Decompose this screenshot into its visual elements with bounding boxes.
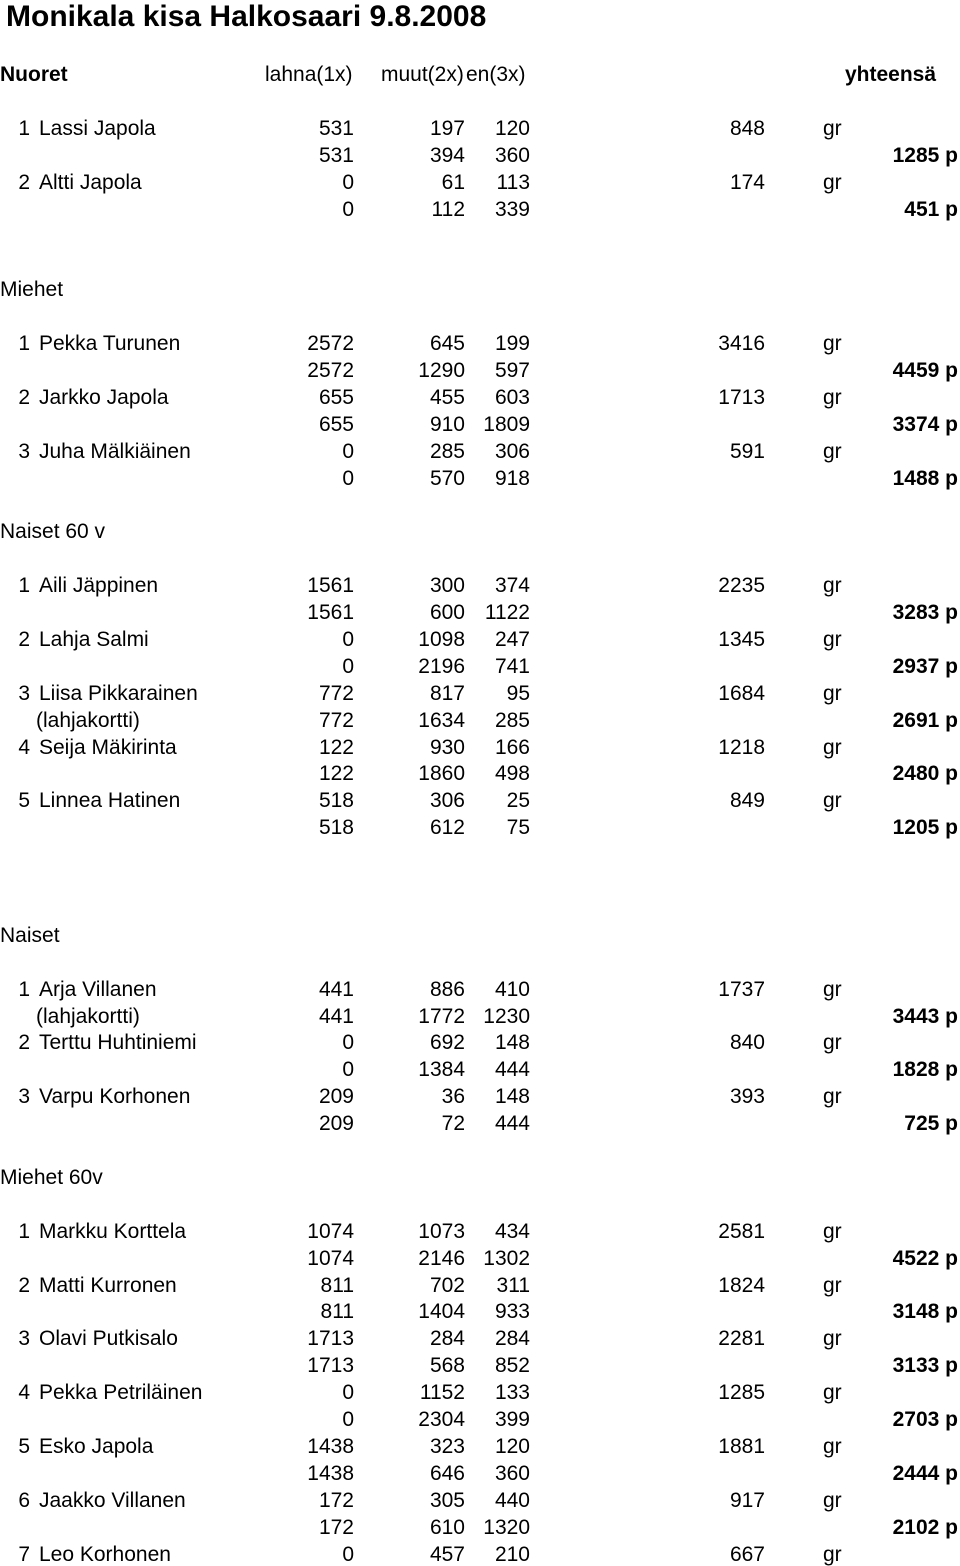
points-total: 2444 p xyxy=(892,1461,958,1485)
header-col-lahna: lahna(1x) xyxy=(265,63,353,86)
points-total: 3374 p xyxy=(892,412,958,436)
weight-en: 440 xyxy=(494,1488,530,1512)
points-total: 1205 p xyxy=(892,816,958,840)
weight-muut: 692 xyxy=(429,1031,465,1055)
weight-lahna: 1438 xyxy=(307,1434,354,1458)
points-lahna: 1438 xyxy=(307,1461,354,1485)
rank-number: 1 xyxy=(18,977,30,1001)
weight-en: 148 xyxy=(494,1031,530,1055)
weight-lahna: 0 xyxy=(342,1542,354,1566)
points-lahna: 1713 xyxy=(307,1354,354,1378)
rank-number: 5 xyxy=(18,1434,30,1458)
weight-unit: gr xyxy=(823,735,842,759)
weight-lahna: 1561 xyxy=(307,574,354,598)
weight-total: 1713 xyxy=(718,385,765,409)
weight-en: 306 xyxy=(494,439,530,463)
points-en: 597 xyxy=(494,358,530,382)
header-section-label: Nuoret xyxy=(0,63,68,86)
weight-unit: gr xyxy=(823,1434,842,1458)
points-total: 2937 p xyxy=(892,654,958,678)
header-col-total: yhteensä xyxy=(845,63,937,86)
rank-number: 1 xyxy=(18,1219,30,1243)
weight-unit: gr xyxy=(823,116,842,140)
prize-note: (lahjakortti) xyxy=(36,708,140,732)
weight-unit: gr xyxy=(823,1273,842,1297)
points-muut: 1860 xyxy=(418,762,465,786)
rank-number: 1 xyxy=(18,116,30,140)
weight-unit: gr xyxy=(823,789,842,813)
rank-number: 5 xyxy=(18,789,30,813)
weight-lahna: 209 xyxy=(318,1085,354,1109)
weight-muut: 886 xyxy=(429,977,465,1001)
weight-en: 25 xyxy=(506,789,530,813)
weight-muut: 702 xyxy=(429,1273,465,1297)
points-total: 2703 p xyxy=(892,1408,958,1431)
weight-lahna: 1713 xyxy=(307,1327,354,1351)
points-muut: 112 xyxy=(431,197,465,221)
points-muut: 1404 xyxy=(418,1300,465,1324)
weight-total: 1684 xyxy=(718,681,765,705)
weight-muut: 1152 xyxy=(419,1381,465,1405)
participant-name: Esko Japola xyxy=(39,1434,154,1458)
points-muut: 568 xyxy=(429,1354,465,1378)
weight-unit: gr xyxy=(823,1381,842,1405)
participant-name: Varpu Korhonen xyxy=(39,1085,191,1109)
participant-name: Jarkko Japola xyxy=(39,385,169,409)
points-muut: 2196 xyxy=(418,654,465,678)
points-lahna: 0 xyxy=(342,1408,354,1431)
section-label: Miehet xyxy=(0,278,64,302)
points-lahna: 1074 xyxy=(307,1246,354,1270)
points-total: 2480 p xyxy=(892,762,958,786)
weight-total: 1218 xyxy=(718,735,765,759)
weight-muut: 285 xyxy=(429,439,465,463)
weight-total: 1737 xyxy=(718,977,765,1001)
points-muut: 600 xyxy=(429,601,465,624)
section-label: Miehet 60v xyxy=(0,1165,103,1189)
weight-en: 374 xyxy=(494,574,530,598)
weight-total: 2281 xyxy=(718,1327,765,1351)
points-lahna: 172 xyxy=(318,1515,354,1539)
section-label: Naiset xyxy=(0,923,60,947)
weight-unit: gr xyxy=(823,977,842,1001)
weight-total: 3416 xyxy=(718,332,765,355)
weight-muut: 61 xyxy=(441,170,465,194)
rank-number: 2 xyxy=(18,627,30,651)
points-muut: 646 xyxy=(429,1461,465,1485)
weight-total: 917 xyxy=(729,1488,765,1512)
participant-name: Jaakko Villanen xyxy=(39,1488,186,1512)
participant-name: Olavi Putkisalo xyxy=(39,1327,178,1351)
weight-lahna: 0 xyxy=(342,627,354,651)
weight-lahna: 441 xyxy=(318,977,354,1001)
weight-en: 120 xyxy=(494,116,530,140)
points-en: 1809 xyxy=(483,412,530,436)
points-muut: 612 xyxy=(429,816,465,840)
weight-unit: gr xyxy=(823,439,842,463)
points-total: 3443 p xyxy=(892,1004,958,1028)
points-en: 360 xyxy=(494,1461,530,1485)
points-total: 3133 p xyxy=(892,1354,958,1378)
weight-muut: 36 xyxy=(441,1085,465,1109)
points-en: 933 xyxy=(494,1300,530,1324)
points-total: 2102 p xyxy=(892,1515,958,1539)
points-en: 741 xyxy=(494,654,530,678)
weight-unit: gr xyxy=(823,170,842,194)
weight-unit: gr xyxy=(823,1031,842,1055)
points-lahna: 0 xyxy=(342,197,354,221)
points-lahna: 1561 xyxy=(307,601,354,624)
weight-en: 603 xyxy=(494,385,530,409)
points-en: 852 xyxy=(494,1354,530,1378)
points-muut: 2146 xyxy=(418,1246,465,1270)
weight-unit: gr xyxy=(823,1488,842,1512)
points-lahna: 518 xyxy=(318,816,354,840)
weight-en: 148 xyxy=(494,1085,530,1109)
section-label: Naiset 60 v xyxy=(0,520,106,544)
weight-lahna: 0 xyxy=(342,1031,354,1055)
rank-number: 1 xyxy=(18,574,30,598)
weight-unit: gr xyxy=(823,627,842,651)
points-en: 399 xyxy=(494,1408,530,1431)
weight-muut: 1073 xyxy=(418,1219,465,1243)
points-total: 4459 p xyxy=(892,358,958,382)
rank-number: 6 xyxy=(18,1488,30,1512)
participant-name: Markku Korttela xyxy=(39,1219,187,1243)
weight-lahna: 122 xyxy=(318,735,354,759)
points-lahna: 531 xyxy=(318,143,354,167)
weight-unit: gr xyxy=(823,574,842,598)
rank-number: 2 xyxy=(18,1273,30,1297)
weight-en: 210 xyxy=(494,1542,530,1566)
header-col-en: en(3x) xyxy=(466,63,526,86)
weight-en: 120 xyxy=(494,1434,530,1458)
rank-number: 2 xyxy=(18,170,30,194)
participant-name: Altti Japola xyxy=(39,170,142,194)
weight-muut: 305 xyxy=(429,1488,465,1512)
points-total: 1828 p xyxy=(892,1058,958,1082)
points-total: 3283 p xyxy=(892,601,958,624)
points-en: 1122 xyxy=(484,601,530,624)
weight-en: 166 xyxy=(494,735,530,759)
weight-muut: 1098 xyxy=(418,627,465,651)
weight-muut: 306 xyxy=(429,789,465,813)
weight-total: 393 xyxy=(729,1085,765,1109)
weight-total: 848 xyxy=(729,116,765,140)
weight-unit: gr xyxy=(823,1219,842,1243)
rank-number: 3 xyxy=(18,681,30,705)
rank-number: 3 xyxy=(18,1085,30,1109)
weight-muut: 817 xyxy=(429,681,465,705)
rank-number: 2 xyxy=(18,1031,30,1055)
weight-en: 284 xyxy=(494,1327,530,1351)
points-muut: 1772 xyxy=(418,1004,465,1028)
points-total: 725 p xyxy=(904,1112,958,1136)
prize-note: (lahjakortti) xyxy=(36,1004,140,1028)
weight-lahna: 172 xyxy=(318,1488,354,1512)
weight-en: 199 xyxy=(494,332,530,355)
weight-total: 1345 xyxy=(718,627,765,651)
weight-muut: 300 xyxy=(429,574,465,598)
weight-en: 434 xyxy=(494,1219,530,1243)
participant-name: Aili Jäppinen xyxy=(39,574,159,598)
weight-total: 849 xyxy=(729,789,765,813)
points-total: 1285 p xyxy=(892,143,958,167)
weight-unit: gr xyxy=(823,681,842,705)
points-en: 444 xyxy=(494,1058,530,1082)
points-muut: 1290 xyxy=(418,358,465,382)
weight-lahna: 655 xyxy=(318,385,354,409)
weight-muut: 645 xyxy=(429,332,465,355)
rank-number: 1 xyxy=(18,332,30,355)
weight-total: 1285 xyxy=(718,1381,765,1405)
weight-total: 591 xyxy=(729,439,765,463)
weight-total: 2581 xyxy=(718,1219,765,1243)
points-lahna: 2572 xyxy=(307,358,354,382)
page-title: Monikala kisa Halkosaari 9.8.2008 xyxy=(6,0,487,33)
points-lahna: 0 xyxy=(342,654,354,678)
weight-total: 174 xyxy=(729,170,765,194)
points-en: 75 xyxy=(506,816,530,840)
points-en: 444 xyxy=(494,1112,530,1136)
points-en: 285 xyxy=(494,708,530,732)
weight-lahna: 811 xyxy=(320,1273,354,1297)
participant-name: Liisa Pikkarainen xyxy=(39,681,198,705)
weight-total: 840 xyxy=(729,1031,765,1055)
participant-name: Lassi Japola xyxy=(39,116,156,140)
points-total: 451 p xyxy=(904,197,958,221)
weight-total: 1881 xyxy=(718,1434,765,1458)
points-en: 360 xyxy=(494,143,530,167)
rank-number: 2 xyxy=(18,385,30,409)
weight-muut: 457 xyxy=(429,1542,465,1566)
rank-number: 3 xyxy=(18,1327,30,1351)
weight-muut: 197 xyxy=(429,116,465,140)
weight-unit: gr xyxy=(823,385,842,409)
weight-lahna: 531 xyxy=(318,116,354,140)
rank-number: 4 xyxy=(18,735,30,759)
points-en: 339 xyxy=(494,197,530,221)
points-lahna: 122 xyxy=(318,762,354,786)
points-muut: 1634 xyxy=(418,708,465,732)
weight-unit: gr xyxy=(823,1327,842,1351)
points-en: 1230 xyxy=(483,1004,530,1028)
participant-name: Leo Korhonen xyxy=(39,1542,171,1566)
weight-muut: 284 xyxy=(429,1327,465,1351)
points-en: 918 xyxy=(494,466,530,490)
header-col-muut: muut(2x) xyxy=(381,63,464,86)
points-muut: 2304 xyxy=(418,1408,465,1431)
participant-name: Seija Mäkirinta xyxy=(39,735,177,759)
points-lahna: 441 xyxy=(318,1004,354,1028)
points-total: 1488 p xyxy=(892,466,958,490)
weight-en: 311 xyxy=(496,1273,530,1297)
participant-name: Terttu Huhtiniemi xyxy=(39,1031,197,1055)
participant-name: Matti Kurronen xyxy=(39,1273,177,1297)
weight-total: 667 xyxy=(729,1542,765,1566)
points-lahna: 209 xyxy=(318,1112,354,1136)
weight-en: 113 xyxy=(496,170,530,194)
participant-name: Lahja Salmi xyxy=(39,627,149,651)
weight-en: 247 xyxy=(494,627,530,651)
weight-en: 410 xyxy=(494,977,530,1001)
points-muut: 1384 xyxy=(418,1058,465,1082)
weight-muut: 455 xyxy=(429,385,465,409)
points-total: 2691 p xyxy=(892,708,958,732)
points-muut: 910 xyxy=(429,412,465,436)
points-lahna: 0 xyxy=(342,466,354,490)
rank-number: 4 xyxy=(18,1381,30,1405)
weight-lahna: 772 xyxy=(318,681,354,705)
weight-en: 95 xyxy=(506,681,530,705)
participant-name: Arja Villanen xyxy=(39,977,157,1001)
weight-muut: 323 xyxy=(429,1434,465,1458)
points-en: 1302 xyxy=(483,1246,530,1270)
weight-unit: gr xyxy=(823,1085,842,1109)
weight-unit: gr xyxy=(823,332,842,355)
points-lahna: 655 xyxy=(318,412,354,436)
weight-lahna: 2572 xyxy=(307,332,354,355)
weight-lahna: 1074 xyxy=(307,1219,354,1243)
points-muut: 610 xyxy=(429,1515,465,1539)
participant-name: Pekka Turunen xyxy=(39,332,181,355)
rank-number: 3 xyxy=(18,439,30,463)
weight-en: 133 xyxy=(494,1381,530,1405)
points-muut: 570 xyxy=(429,466,465,490)
points-lahna: 772 xyxy=(318,708,354,732)
rank-number: 7 xyxy=(18,1542,30,1566)
points-lahna: 0 xyxy=(342,1058,354,1082)
points-en: 498 xyxy=(494,762,530,786)
weight-muut: 930 xyxy=(429,735,465,759)
participant-name: Juha Mälkiäinen xyxy=(39,439,191,463)
points-total: 4522 p xyxy=(892,1246,958,1270)
weight-lahna: 0 xyxy=(342,1381,354,1405)
points-lahna: 811 xyxy=(320,1300,354,1324)
weight-total: 2235 xyxy=(718,574,765,598)
weight-unit: gr xyxy=(823,1542,842,1566)
weight-lahna: 0 xyxy=(342,170,354,194)
weight-lahna: 518 xyxy=(318,789,354,813)
points-muut: 394 xyxy=(429,143,465,167)
points-muut: 72 xyxy=(441,1112,465,1136)
participant-name: Pekka Petriläinen xyxy=(39,1381,203,1405)
weight-lahna: 0 xyxy=(342,439,354,463)
points-total: 3148 p xyxy=(892,1300,958,1324)
points-en: 1320 xyxy=(483,1515,530,1539)
participant-name: Linnea Hatinen xyxy=(39,789,181,813)
weight-total: 1824 xyxy=(718,1273,765,1297)
